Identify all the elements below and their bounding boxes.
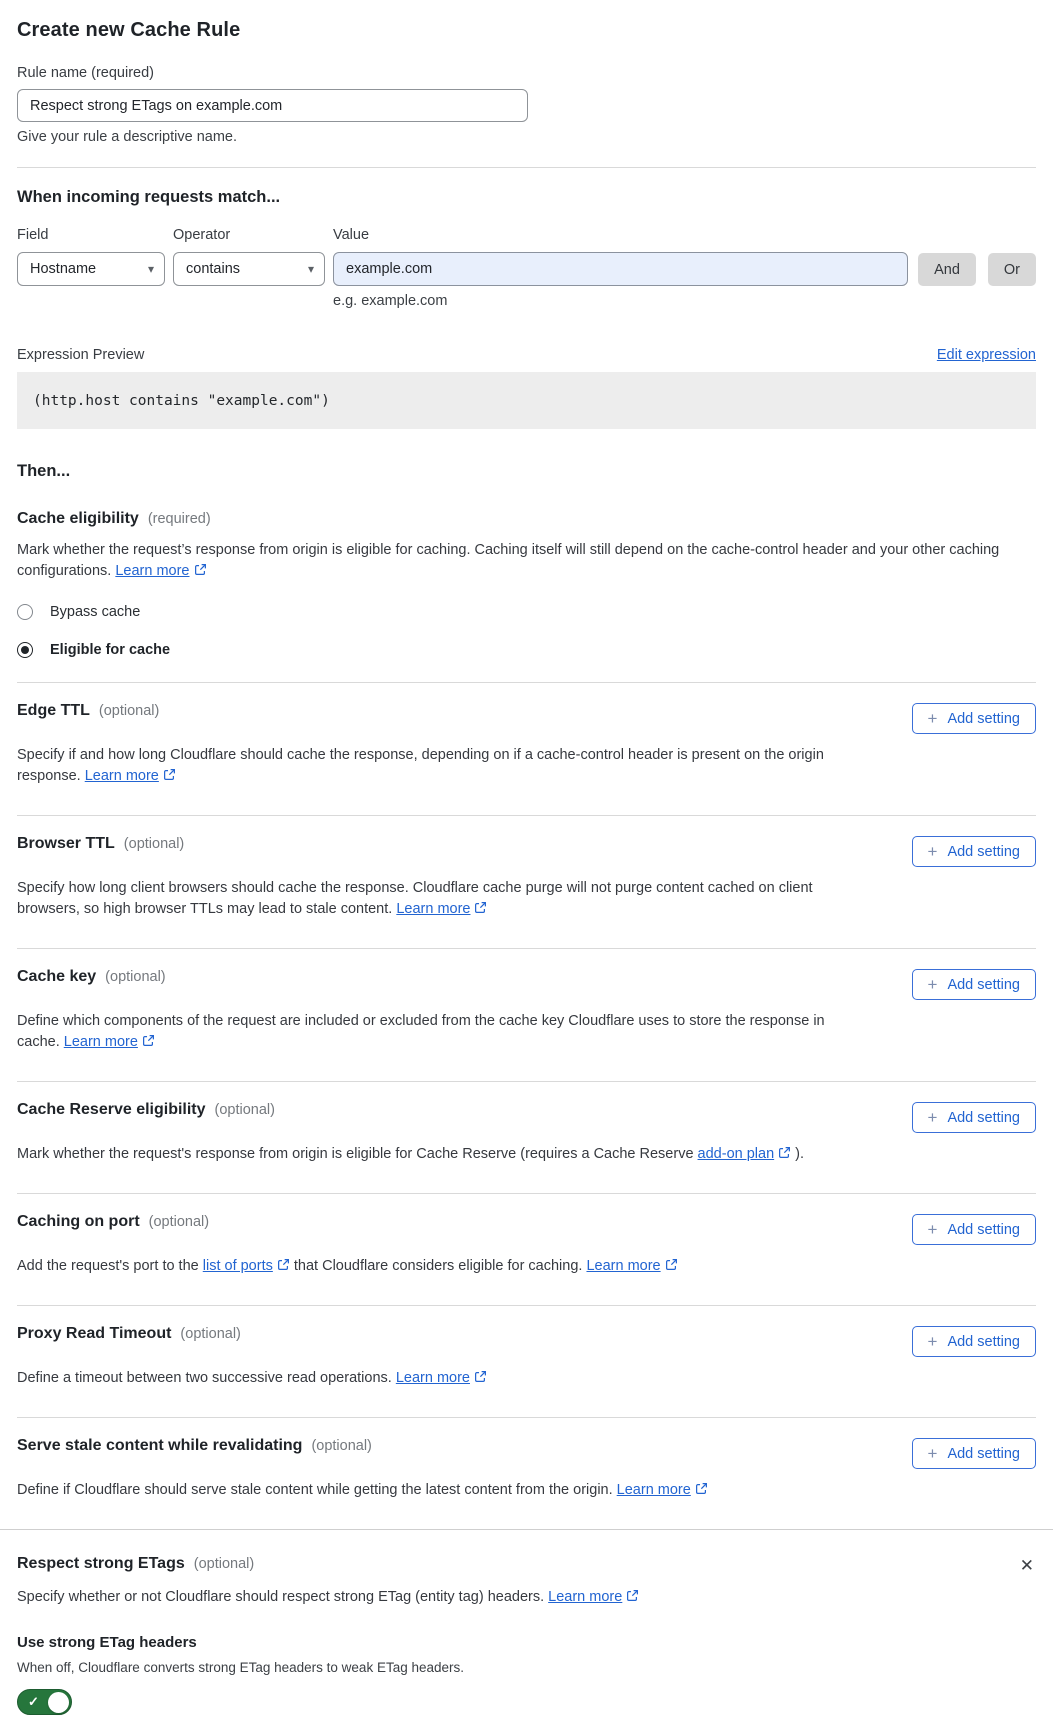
setting-title: Browser TTL <box>17 835 115 852</box>
radio-label: Bypass cache <box>50 604 141 620</box>
add-setting-button[interactable]: + Add setting <box>912 969 1037 1000</box>
close-icon[interactable]: ✕ <box>1019 1556 1034 1575</box>
external-link-icon <box>474 1369 487 1390</box>
inline-link[interactable]: Learn more <box>84 768 159 784</box>
external-link-icon <box>626 1588 639 1609</box>
setting-description: Define if Cloudflare should serve stale content while getting the latest content from the origin. Learn more <box>17 1480 849 1502</box>
operator-column <box>173 227 325 309</box>
etags-title: Respect strong ETags <box>17 1555 185 1572</box>
external-link-icon <box>194 562 207 583</box>
field-label: Field <box>17 227 49 243</box>
page-title: Create new Cache Rule <box>17 19 241 41</box>
plus-icon: + <box>927 1108 938 1127</box>
add-setting-button[interactable]: + Add setting <box>912 836 1037 867</box>
check-icon: ✓ <box>28 1694 39 1709</box>
add-setting-button[interactable]: + Add setting <box>912 1326 1037 1357</box>
radio-circle-checked-icon <box>17 642 33 658</box>
match-heading: When incoming requests match... <box>17 188 281 206</box>
inline-link[interactable]: list of ports <box>202 1258 273 1274</box>
setting-title: Cache Reserve eligibility <box>17 1101 206 1118</box>
optional-setting-section <box>17 1193 1036 1305</box>
inline-link[interactable]: Learn more <box>586 1258 661 1274</box>
cache-eligibility-title: Cache eligibility <box>17 510 139 527</box>
external-link-icon <box>142 1033 155 1054</box>
rule-name-help: Give your rule a descriptive name. <box>17 129 238 145</box>
plus-icon: + <box>927 1332 938 1351</box>
add-setting-button[interactable]: + Add setting <box>912 1102 1037 1133</box>
inline-link[interactable]: Learn more <box>548 1589 623 1605</box>
optional-setting-section <box>17 948 1036 1081</box>
operator-label: Operator <box>173 227 231 243</box>
plus-icon: + <box>927 1444 938 1463</box>
value-column <box>333 227 908 309</box>
setting-description: Specify how long client browsers should cache the response. Cloudflare cache purge will not purge content cached on client browsers, so high browser TTLs may lead to stale content. Learn more <box>17 878 849 921</box>
radio-circle-icon <box>17 604 33 620</box>
rule-name-label: Rule name (required) <box>17 65 155 81</box>
plus-icon: + <box>927 1220 938 1239</box>
etags-description: Specify whether or not Cloudflare should respect strong ETag (entity tag) headers. Learn more <box>17 1587 1036 1609</box>
external-link-icon <box>695 1481 708 1502</box>
optional-badge: (optional) <box>311 1438 372 1454</box>
or-button[interactable]: Or <box>988 253 1036 286</box>
use-strong-etag-headers-label: Use strong ETag headers <box>17 1634 197 1651</box>
field-select[interactable] <box>17 252 165 286</box>
optional-setting-section <box>17 682 1036 815</box>
expression-header <box>17 347 1036 363</box>
optional-badge: (optional) <box>148 1214 210 1230</box>
inline-link[interactable]: Learn more <box>616 1482 691 1498</box>
match-condition-row <box>17 227 1036 309</box>
optional-badge: (optional) <box>98 703 160 719</box>
add-setting-button[interactable]: + Add setting <box>912 703 1037 734</box>
inline-link[interactable]: Learn more <box>396 901 471 917</box>
expression-code: (http.host contains "example.com") <box>17 372 1036 429</box>
optional-setting-section <box>17 1081 1036 1193</box>
or-button-column <box>988 227 1036 309</box>
cache-eligibility-title-row <box>17 510 1036 528</box>
setting-description: Mark whether the request's response from origin is eligible for Cache Reserve (requires a Cache Reserve add-on plan ). <box>17 1144 849 1166</box>
plus-icon: + <box>927 975 938 994</box>
chevron-down-icon: ▾ <box>307 262 314 276</box>
optional-settings-list <box>17 682 1036 1529</box>
expression-preview-label: Expression Preview <box>17 347 145 363</box>
optional-setting-section <box>17 1417 1036 1529</box>
add-setting-button[interactable]: + Add setting <box>912 1214 1037 1245</box>
setting-title: Caching on port <box>17 1213 140 1230</box>
toggle-knob <box>48 1692 69 1713</box>
radio-label: Eligible for cache <box>50 642 171 658</box>
required-badge: (required) <box>147 511 211 527</box>
external-link-icon <box>665 1257 678 1278</box>
field-select-value: Hostname <box>30 261 97 277</box>
optional-badge: (optional) <box>105 969 166 985</box>
plus-icon: + <box>927 709 938 728</box>
optional-setting-section <box>17 815 1036 948</box>
and-button[interactable]: And <box>918 253 976 286</box>
etags-sub-description: When off, Cloudflare converts strong ETag headers to weak ETag headers. <box>17 1660 465 1675</box>
external-link-icon <box>163 767 176 788</box>
external-link-icon <box>778 1145 791 1166</box>
setting-title: Proxy Read Timeout <box>17 1325 172 1342</box>
setting-title: Cache key <box>17 968 97 985</box>
value-label: Value <box>333 227 370 243</box>
operator-select[interactable] <box>173 252 325 286</box>
optional-badge: (optional) <box>214 1102 275 1118</box>
inline-link[interactable]: Learn more <box>115 563 190 579</box>
setting-description: Specify if and how long Cloudflare should cache the response, depending on if a cache-control header is present on the origin response. Learn more <box>17 745 849 788</box>
add-setting-button[interactable]: + Add setting <box>912 1438 1037 1469</box>
value-hint: e.g. example.com <box>333 293 448 309</box>
respect-strong-etags-section <box>0 1529 1053 1733</box>
etags-title-row <box>17 1555 1036 1576</box>
cache-eligibility-description: Mark whether the request’s response from origin is eligible for caching. Caching itself will still depend on the cache-control header and your other caching configurations. Learn more <box>17 540 1027 583</box>
setting-description: Add the request's port to the list of ports that Cloudflare considers eligible for caching. Learn more <box>17 1256 849 1278</box>
external-link-icon <box>474 900 487 921</box>
optional-badge: (optional) <box>193 1556 255 1572</box>
bottom-spacer <box>17 1715 1036 1733</box>
optional-badge: (optional) <box>180 1326 241 1342</box>
inline-link[interactable]: Learn more <box>395 1370 470 1386</box>
cache-eligibility-section <box>17 510 1036 658</box>
inline-link[interactable]: add-on plan <box>697 1146 775 1162</box>
setting-title: Serve stale content while revalidating <box>17 1437 303 1454</box>
plus-icon: + <box>927 842 938 861</box>
create-cache-rule-page <box>0 19 1053 1733</box>
and-button-column <box>918 227 976 309</box>
chevron-down-icon: ▾ <box>147 262 154 276</box>
operator-select-value: contains <box>186 261 241 277</box>
radio-eligible-for-cache[interactable] <box>17 642 1036 658</box>
value-input[interactable] <box>333 252 908 286</box>
rule-name-input[interactable] <box>17 89 528 122</box>
section-divider <box>17 167 1036 168</box>
then-heading: Then... <box>17 462 71 480</box>
edit-expression-link[interactable]: Edit expression <box>936 347 1036 363</box>
inline-link[interactable]: Learn more <box>63 1034 138 1050</box>
field-column <box>17 227 165 309</box>
strong-etag-toggle[interactable] <box>17 1689 72 1715</box>
radio-bypass-cache[interactable] <box>17 604 1036 620</box>
setting-description: Define a timeout between two successive read operations. Learn more <box>17 1368 849 1390</box>
setting-title: Edge TTL <box>17 702 90 719</box>
optional-setting-section <box>17 1305 1036 1417</box>
optional-badge: (optional) <box>123 836 185 852</box>
external-link-icon <box>277 1257 290 1278</box>
setting-description: Define which components of the request are included or excluded from the cache key Cloudflare uses to store the response in cache. Learn more <box>17 1011 849 1054</box>
rule-name-block <box>17 65 1036 145</box>
